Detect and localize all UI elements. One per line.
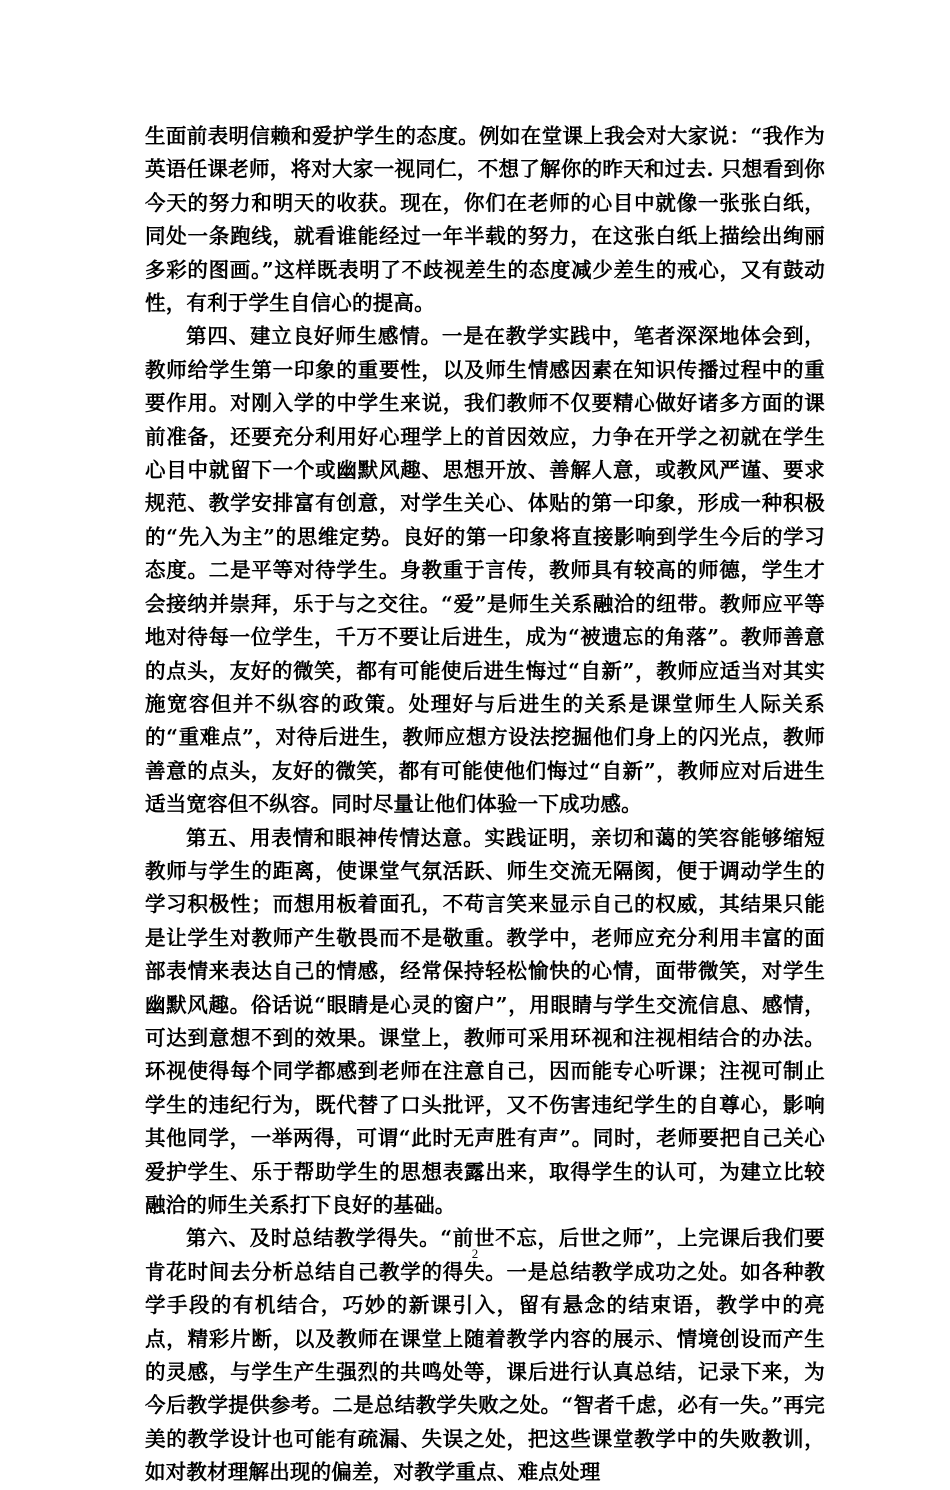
paragraph-section-six: 第六、及时总结教学得失。“前世不忘，后世之师”，上完课后我们要肯花时间去分析总结自己教学的得失。一是总结教学成功之处。如各种教学手段的有机结合，巧妙的新课引入，留有悬念的结束语，教学中的亮点，精彩片断，以及教师在课堂上随着教学内容的展示、情境创设而产生的灵感，与学生产生强烈的共鸣处等，课后进行认真总结，记录下来，为今后教学提供参考。二是总结教学失败之处。“智者千虑，必有一失。”再完美的教学设计也可能有疏漏、失误之处，把这些课堂教学中的失败教训，如对教材理解出现的偏差，对教学重点、难点处理 [145,1226,825,1485]
document-body [145,120,825,1490]
paragraph-section-four: 第四、建立良好师生感情。一是在教学实践中，笔者深深地体会到，教师给学生第一印象的重要性，以及师生情感因素在知识传播过程中的重要作用。对刚入学的中学生来说，我们教师不仅要精心做好诸多方面的课前准备，还要充分利用好心理学上的首因效应，力争在开学之初就在学生心目中就留下一个或幽默风趣、思想开放、善解人意，或教风严谨、要求规范、教学安排富有创意，对学生关心、体贴的第一印象，形成一种积极的“先入为主”的思维定势。良好的第一印象将直接影响到学生今后的学习态度。二是平等对待学生。身教重于言传，教师具有较高的师德，学生才会接纳并崇拜，乐于与之交往。“爱”是师生关系融洽的纽带。教师应平等地对待每一位学生，千万不要让后进生，成为“被遗忘的角落”。教师善意的点头，友好的微笑，都有可能使后进生悔过“自新”，教师应适当对其实施宽容但并不纵容的政策。处理好与后进生的关系是课堂师生人际关系的“重难点”，对待后进生，教师应想方设法挖掘他们身上的闪光点，教师善意的点头，友好的微笑，都有可能使他们悔过“自新”，教师应对后进生适当宽容但不纵容。同时尽量让他们体验一下成功感。 [145,324,825,817]
paragraph-section-five: 第五、用表情和眼神传情达意。实践证明，亲切和蔼的笑容能够缩短教师与学生的距离，使课堂气氛活跃、师生交流无隔阂，便于调动学生的学习积极性；而想用板着面孔，不苟言笑来显示自己的权威，其结果只能是让学生对教师产生敬畏而不是敬重。教学中，老师应充分利用丰富的面部表情来表达自己的情感，经常保持轻松愉快的心情，面带微笑，对学生幽默风趣。俗话说“眼睛是心灵的窗户”，用眼睛与学生交流信息、感情，可达到意想不到的效果。课堂上，教师可采用环视和注视相结合的办法。环视使得每个同学都感到老师在注意自己，因而能专心听课；注视可制止学生的违纪行为，既代替了口头批评，又不伤害违纪学生的自尊心，影响其他同学，一举两得，可谓“此时无声胜有声”。同时，老师要把自己关心爱护学生、乐于帮助学生的思想表露出来，取得学生的认可，为建立比较融洽的师生关系打下良好的基础。 [145,825,825,1217]
page-number: 2 [471,1246,479,1261]
paragraph-continuation: 生面前表明信赖和爱护学生的态度。例如在堂课上我会对大家说：“我作为英语任课老师，将对大家一视同仁，不想了解你的昨天和过去. 只想看到你今天的努力和明天的收获。现在，你们在老师的心目中就像一张张白纸，同处一条跑线，就看谁能经过一年半载的努力，在这张白纸上描绘出绚丽多彩的图画。”这样既表明了不歧视差生的态度减少差生的戒心，又有鼓动性，有利于学生自信心的提高。 [145,124,825,316]
